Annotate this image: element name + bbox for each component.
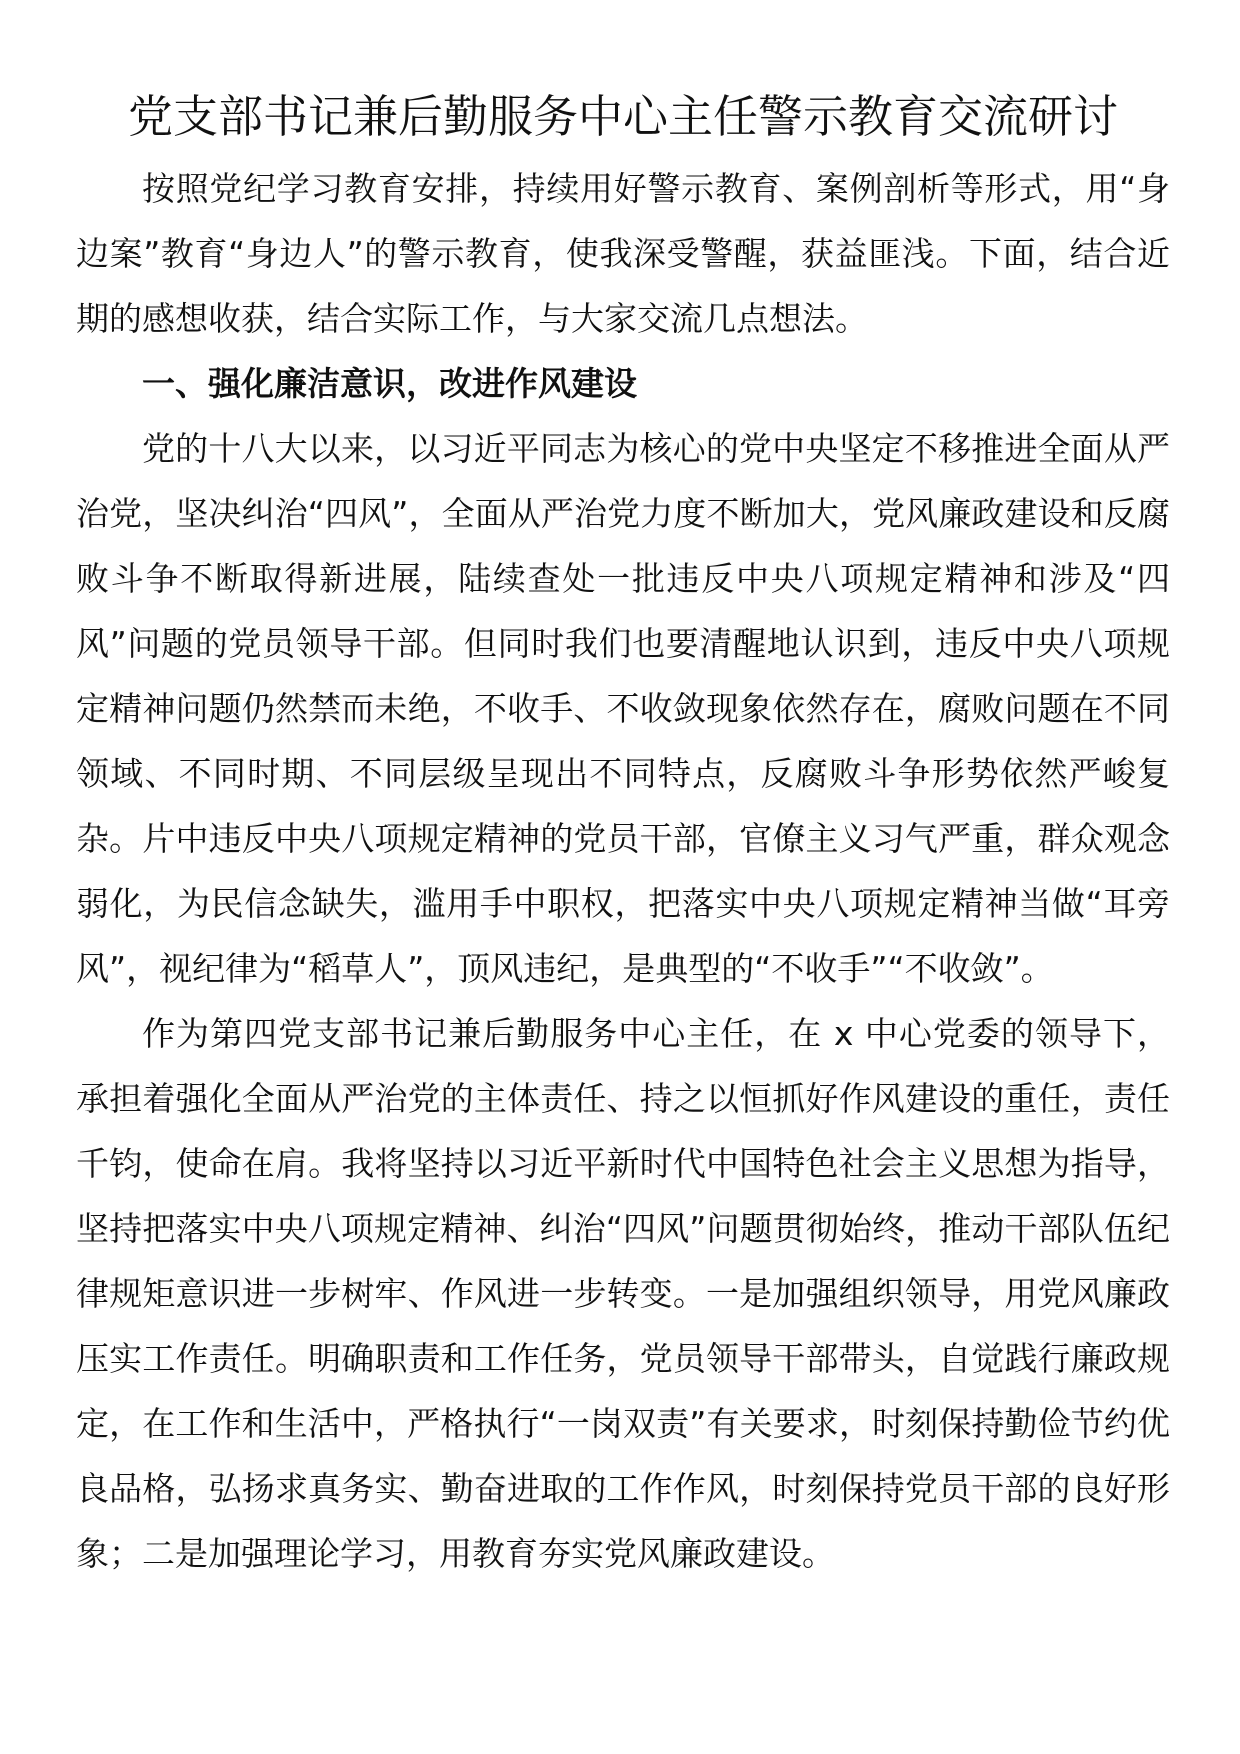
section-heading: 一、强化廉洁意识，改进作风建设 xyxy=(142,364,637,403)
body-paragraph: 作为第四党支部书记兼后勤服务中心主任，在 x 中心党委的领导下，承担着强化全面从严治党的主体责任、持之以恒抓好作风建设的重任，责任千钧，使命在肩。我将坚持以习近平新时代中国特色社会主义思想为指导，坚持把落实中央八项规定精神、纠治“四风”问题贯彻始终，推动干部队伍纪律规矩意识进一步树牢、作风进一步转变。一是加强组织领导，用党风廉政压实工作责任。明确职责和工作任务，党员领导干部带头，自觉践行廉政规定，在工作和生活中，严格执行“一岗双责”有关要求，时刻保持勤俭节约优良品格，弘扬求真务实、勤奋进取的工作作风，时刻保持党员干部的良好形象；二是加强理论学习，用教育夯实党风廉政建设。 xyxy=(76,1014,1170,1573)
intro-paragraph: 按照党纪学习教育安排，持续用好警示教育、案例剖析等形式，用“身边案”教育“身边人”的警示教育，使我深受警醒，获益匪浅。下面，结合近期的感想收获，结合实际工作，与大家交流几点想法。 xyxy=(76,169,1170,338)
document-title: 党支部书记兼后勤服务中心主任警示教育交流研讨 xyxy=(127,90,1118,143)
body-paragraph: 党的十八大以来，以习近平同志为核心的党中央坚定不移推进全面从严治党，坚决纠治“四风”，全面从严治党力度不断加大，党风廉政建设和反腐败斗争不断取得新进展，陆续查处一批违反中央八项规定精神和涉及“四风”问题的党员领导干部。但同时我们也要清醒地认识到，违反中央八项规定精神问题仍然禁而未绝，不收手、不收敛现象依然存在，腐败问题在不同领域、不同时期、不同层级呈现出不同特点，反腐败斗争形势依然严峻复杂。片中违反中央八项规定精神的党员干部，官僚主义习气严重，群众观念弱化，为民信念缺失，滥用手中职权，把落实中央八项规定精神当做“耳旁风”，视纪律为“稻草人”，顶风违纪，是典型的“不收手”“不收敛”。 xyxy=(76,429,1170,988)
